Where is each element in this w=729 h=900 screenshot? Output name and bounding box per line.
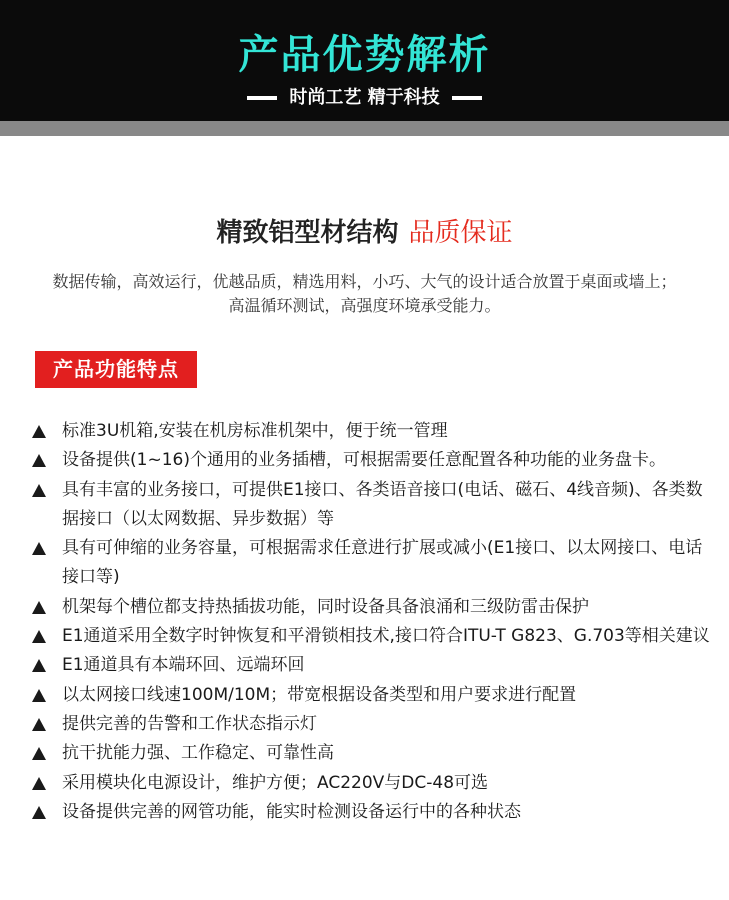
section-title-main: 精致铝型材结构 xyxy=(216,218,399,248)
feature-text: 采用模块化电源设计，维护方便；AC220V与DC-48可选 xyxy=(62,772,489,793)
header-banner xyxy=(0,0,729,121)
triangle-bullet-icon xyxy=(32,689,46,702)
triangle-bullet-icon xyxy=(32,542,46,555)
feature-item xyxy=(32,739,712,768)
triangle-bullet-icon xyxy=(32,659,46,672)
triangle-bullet-icon xyxy=(32,747,46,760)
feature-text: 提供完善的告警和工作状态指示灯 xyxy=(62,713,317,734)
triangle-bullet-icon xyxy=(32,806,46,819)
banner-subtitle-row xyxy=(0,86,729,110)
banner-divider-stripe xyxy=(0,121,729,136)
feature-text: 具有可伸缩的业务容量，可根据需求任意进行扩展或减小(E1接口、以太网接口、电话接口等) xyxy=(62,538,703,588)
feature-text: 以太网接口线速100M/10M；带宽根据设备类型和用户要求进行配置 xyxy=(62,684,577,705)
feature-item xyxy=(32,710,712,739)
feature-text: 机架每个槽位都支持热插拔功能，同时设备具备浪涌和三级防雷击保护 xyxy=(62,596,589,617)
feature-text: 具有丰富的业务接口，可提供E1接口、各类语音接口(电话、磁石、4线音频)、各类数据接口（以太网数据、异步数据）等 xyxy=(62,479,703,529)
section-title-accent: 品质保证 xyxy=(408,218,513,248)
feature-item xyxy=(32,417,712,446)
triangle-bullet-icon xyxy=(32,777,46,790)
section-intro: 数据传输，高效运行，优越品质，精选用料，小巧、大气的设计适合放置于桌面或墙上；高温循环测试，高强度环境承受能力。 xyxy=(52,272,677,315)
feature-item xyxy=(32,593,712,622)
feature-item xyxy=(32,681,712,710)
banner-subtitle: 时尚工艺 精于科技 xyxy=(289,87,440,108)
feature-text: 标准3U机箱,安装在机房标准机架中，便于统一管理 xyxy=(62,421,448,441)
feature-item xyxy=(32,446,712,475)
triangle-bullet-icon xyxy=(32,425,46,438)
triangle-bullet-icon xyxy=(32,630,46,643)
section-title xyxy=(0,215,729,251)
feature-text: 抗干扰能力强、工作稳定、可靠性高 xyxy=(62,743,334,764)
triangle-bullet-icon xyxy=(32,601,46,614)
feature-item xyxy=(32,769,712,798)
feature-item xyxy=(32,476,712,535)
feature-text: 设备提供完善的网管功能，能实时检测设备运行中的各种状态 xyxy=(62,801,521,822)
triangle-bullet-icon xyxy=(32,454,46,467)
feature-item xyxy=(32,534,712,593)
left-dash xyxy=(247,96,277,100)
feature-text: E1通道采用全数字时钟恢复和平滑锁相技术,接口符合ITU-T G823、G.703等相关建议 xyxy=(62,626,710,647)
feature-text: E1通道具有本端环回、远端环回 xyxy=(62,655,305,676)
triangle-bullet-icon xyxy=(32,718,46,731)
feature-text: 设备提供(1~16)个通用的业务插槽，可根据需要任意配置各种功能的业务盘卡。 xyxy=(62,450,666,471)
feature-item xyxy=(32,622,712,651)
right-dash xyxy=(452,96,482,100)
banner-title: 产品优势解析 xyxy=(238,32,491,78)
triangle-bullet-icon xyxy=(32,484,46,497)
features-heading-badge: 产品功能特点 xyxy=(35,351,197,388)
feature-list xyxy=(32,417,712,827)
feature-item xyxy=(32,798,712,827)
feature-item xyxy=(32,651,712,680)
